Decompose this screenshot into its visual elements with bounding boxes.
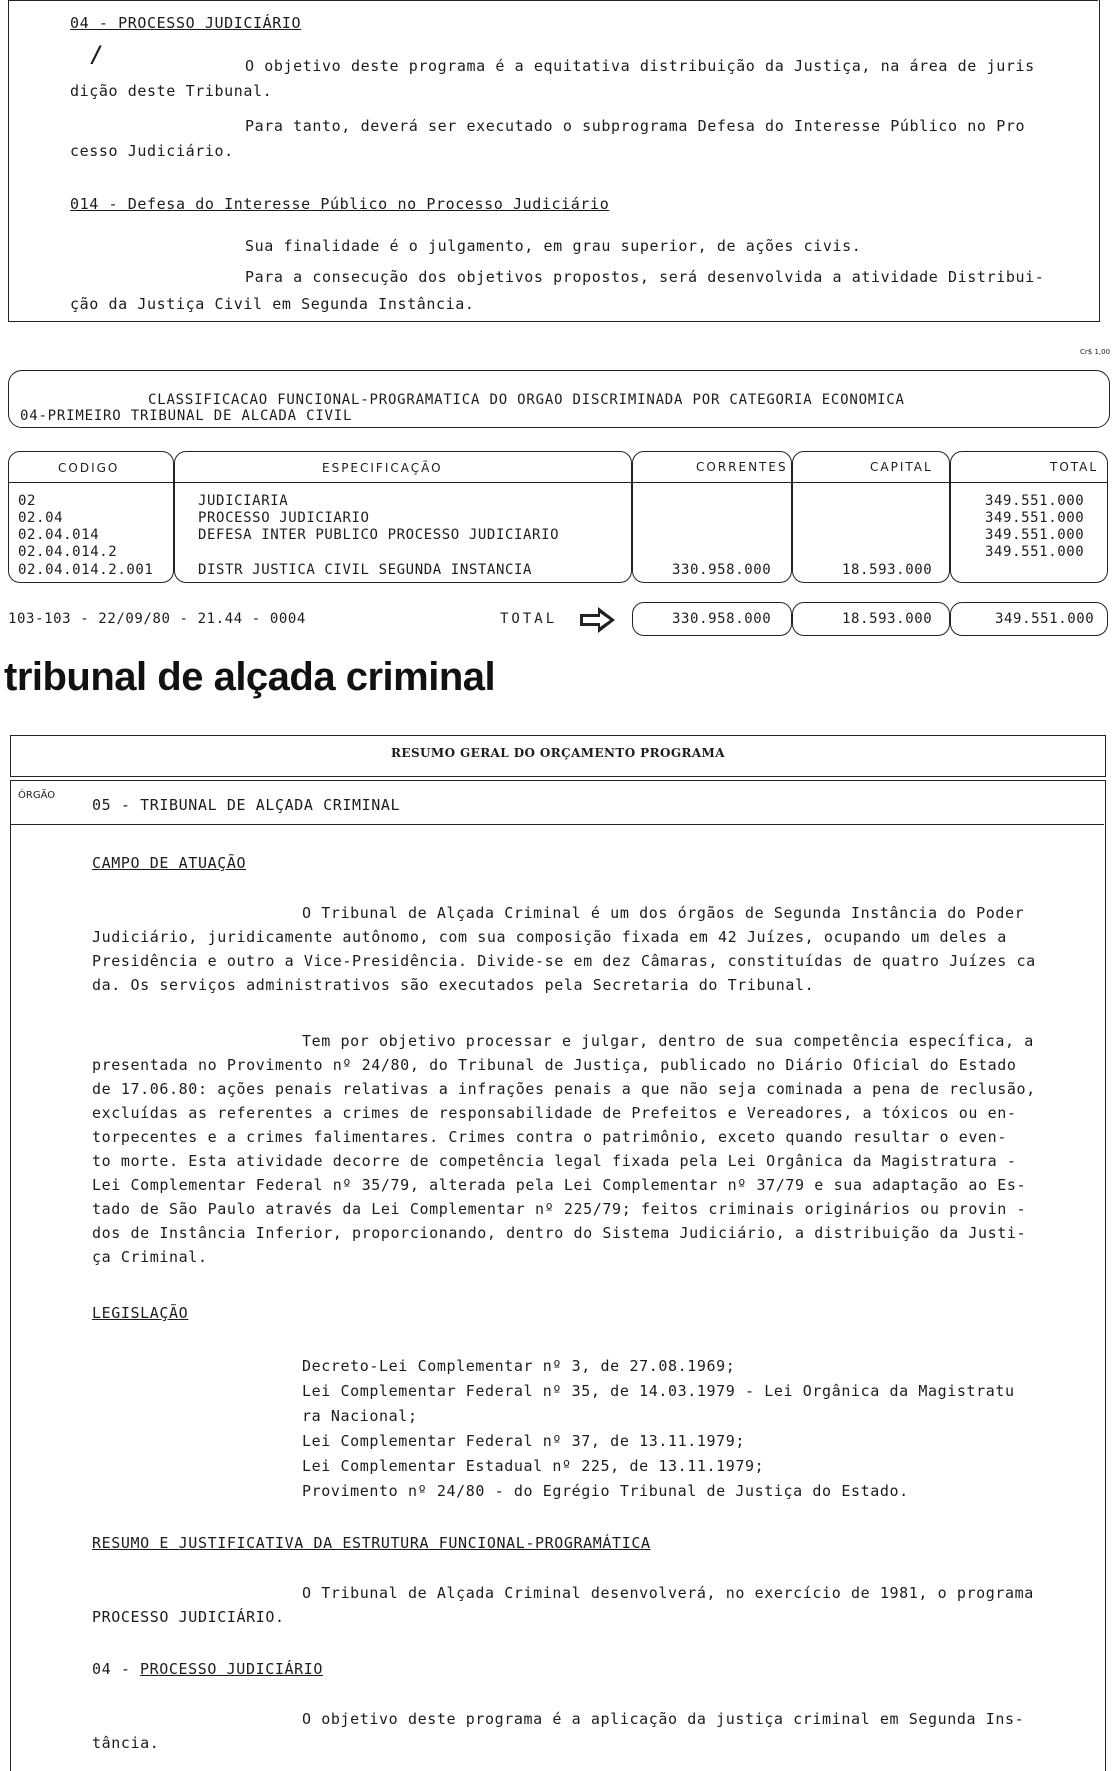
row-1-total: 349.551.000	[985, 493, 1085, 509]
row-2-codigo: 02.04	[18, 510, 64, 526]
classification-title: CLASSIFICACAO FUNCIONAL-PROGRAMATICA DO ORGAO DISCRIMINADA POR CATEGORIA ECONOMICA	[148, 392, 905, 408]
resumo-justificativa-line-1: O Tribunal de Alçada Criminal desenvolverá, no exercício de 1981, o programa	[302, 1584, 1034, 1602]
orgao-rule	[10, 824, 1104, 825]
arrow-right-icon	[578, 605, 618, 635]
total-total: 349.551.000	[995, 611, 1095, 627]
legislacao-heading: LEGISLAÇÃO	[92, 1304, 189, 1322]
campo-p2-line-1: Tem por objetivo processar e julgar, dentro de sua competência específica, a	[302, 1032, 1034, 1050]
currency-note: Cr$ 1,00	[1080, 348, 1111, 356]
resumo-justificativa-line-2: PROCESSO JUDICIÁRIO.	[92, 1608, 285, 1626]
top-paragraph-4-line-1: Para a consecução dos objetivos propostos, será desenvolvida a atividade Distribui-	[245, 268, 1045, 286]
row-5-especificacao: DISTR JUSTICA CIVIL SEGUNDA INSTANCIA	[198, 562, 533, 578]
program-heading: 04 - PROCESSO JUDICIÁRIO	[70, 14, 302, 32]
campo-p1-line-4: da. Os serviços administrativos são executados pela Secretaria do Tribunal.	[92, 976, 815, 994]
programa-heading-name: PROCESSO JUDICIÁRIO	[140, 1660, 323, 1678]
row-4-total: 349.551.000	[985, 544, 1085, 560]
resumo-box	[10, 735, 1106, 777]
top-paragraph-1-line-1: O objetivo deste programa é a equitativa distribuição da Justiça, na área de juris	[245, 57, 1035, 75]
programa-heading-code: 04 -	[92, 1660, 131, 1678]
programa-line-1: O objetivo deste programa é a aplicação da justiça criminal em Segunda Ins-	[302, 1710, 1025, 1728]
campo-p2-line-8: tado de São Paulo através da Lei Complementar nº 225/79; feitos criminais originários ou provin -	[92, 1200, 1027, 1218]
campo-p2-line-7: Lei Complementar Federal nº 35/79, alterada pela Lei Complementar nº 37/79 e sua adaptação ao Es-	[92, 1176, 1027, 1194]
table-header-rule	[8, 482, 1108, 483]
total-capital: 18.593.000	[842, 611, 933, 627]
handwritten-mark: /	[92, 42, 101, 68]
row-4-codigo: 02.04.014.2	[18, 544, 118, 560]
top-paragraph-2-line-1: Para tanto, deverá ser executado o subprograma Defesa do Interesse Público no Pro	[245, 117, 1026, 135]
top-paragraph-2-line-2: cesso Judiciário.	[70, 142, 234, 160]
subprogram-heading: 014 - Defesa do Interesse Público no Processo Judiciário	[70, 195, 610, 213]
row-3-especificacao: DEFESA INTER PUBLICO PROCESSO JUDICIARIO	[198, 527, 560, 543]
campo-p2-line-5: torpecentes e a crimes falimentares. Crimes contra o patrimônio, exceto quando resultar o even-	[92, 1128, 1007, 1146]
top-paragraph-4-line-2: ção da Justiça Civil em Segunda Instância.	[70, 295, 475, 313]
footer-code: 103-103 - 22/09/80 - 21.44 - 0004	[8, 611, 306, 627]
legislacao-item-1: Decreto-Lei Complementar nº 3, de 27.08.1969;	[302, 1357, 736, 1375]
orgao-value: 05 - TRIBUNAL DE ALÇADA CRIMINAL	[92, 796, 401, 814]
top-paragraph-3: Sua finalidade é o julgamento, em grau superior, de ações civis.	[245, 237, 862, 255]
campo-p2-line-2: presentada no Provimento nº 24/80, do Tribunal de Justiça, publicado no Diário Oficial do Estado	[92, 1056, 1017, 1074]
legislacao-item-3: ra Nacional;	[302, 1407, 418, 1425]
header-total: TOTAL	[1050, 460, 1099, 474]
campo-p2-line-10: ça Criminal.	[92, 1248, 208, 1266]
campo-p1-line-1: O Tribunal de Alçada Criminal é um dos órgãos de Segunda Instância do Poder	[302, 904, 1025, 922]
campo-p2-line-6: to morte. Esta atividade decorre de competência legal fixada pela Lei Orgânica da Magistratura -	[92, 1152, 1017, 1170]
row-2-total: 349.551.000	[985, 510, 1085, 526]
programa-line-2: tância.	[92, 1734, 160, 1752]
row-1-codigo: 02	[18, 493, 37, 509]
legislacao-item-6: Provimento nº 24/80 - do Egrégio Tribunal de Justiça do Estado.	[302, 1482, 909, 1500]
row-3-codigo: 02.04.014	[18, 527, 100, 543]
legislacao-item-5: Lei Complementar Estadual nº 225, de 13.11.1979;	[302, 1457, 765, 1475]
row-5-capital: 18.593.000	[842, 562, 933, 578]
top-paragraph-1-line-2: dição deste Tribunal.	[70, 82, 273, 100]
row-2-especificacao: PROCESSO JUDICIARIO	[198, 510, 370, 526]
resumo-title: RESUMO GERAL DO ORÇAMENTO PROGRAMA	[391, 746, 725, 760]
row-5-codigo: 02.04.014.2.001	[18, 562, 154, 578]
legislacao-item-4: Lei Complementar Federal nº 37, de 13.11.1979;	[302, 1432, 746, 1450]
campo-p2-line-9: dos de Instância Inferior, proporcionando, dentro do Sistema Judiciário, a distribuição da Justi-	[92, 1224, 1027, 1242]
classification-orgao: 04-PRIMEIRO TRIBUNAL DE ALCADA CIVIL	[20, 408, 353, 424]
campo-p1-line-2: Judiciário, juridicamente autônomo, com sua composição fixada em 42 Juízes, ocupando um deles a	[92, 928, 1007, 946]
row-1-especificacao: JUDICIARIA	[198, 493, 289, 509]
header-codigo: CODIGO	[58, 461, 120, 475]
row-5-correntes: 330.958.000	[672, 562, 772, 578]
total-label: TOTAL	[500, 611, 558, 627]
campo-p2-line-3: de 17.06.80: ações penais relativas a infrações penais a que não seja cominada a pena de reclusão,	[92, 1080, 1036, 1098]
legislacao-item-2: Lei Complementar Federal nº 35, de 14.03.1979 - Lei Orgânica da Magistratu	[302, 1382, 1015, 1400]
orgao-label: ÓRGÃO	[18, 790, 56, 801]
resumo-justificativa-heading: RESUMO E JUSTIFICATIVA DA ESTRUTURA FUNCIONAL-PROGRAMÁTICA	[92, 1534, 651, 1552]
campo-p1-line-3: Presidência e outro a Vice-Presidência. Divide-se em dez Câmaras, constituídas de quatro Juízes ca	[92, 952, 1036, 970]
section-title: tribunal de alçada criminal	[4, 655, 496, 699]
row-3-total: 349.551.000	[985, 527, 1085, 543]
header-especificacao: ESPECIFICAÇÃO	[322, 461, 443, 475]
header-capital: CAPITAL	[870, 460, 933, 474]
campo-p2-line-4: excluídas as referentes a crimes de responsabilidade de Prefeitos e Vereadores, a tóxicos ou en-	[92, 1104, 1017, 1122]
campo-heading: CAMPO DE ATUAÇÃO	[92, 854, 247, 872]
total-correntes: 330.958.000	[672, 611, 772, 627]
header-correntes: CORRENTES	[696, 460, 788, 474]
